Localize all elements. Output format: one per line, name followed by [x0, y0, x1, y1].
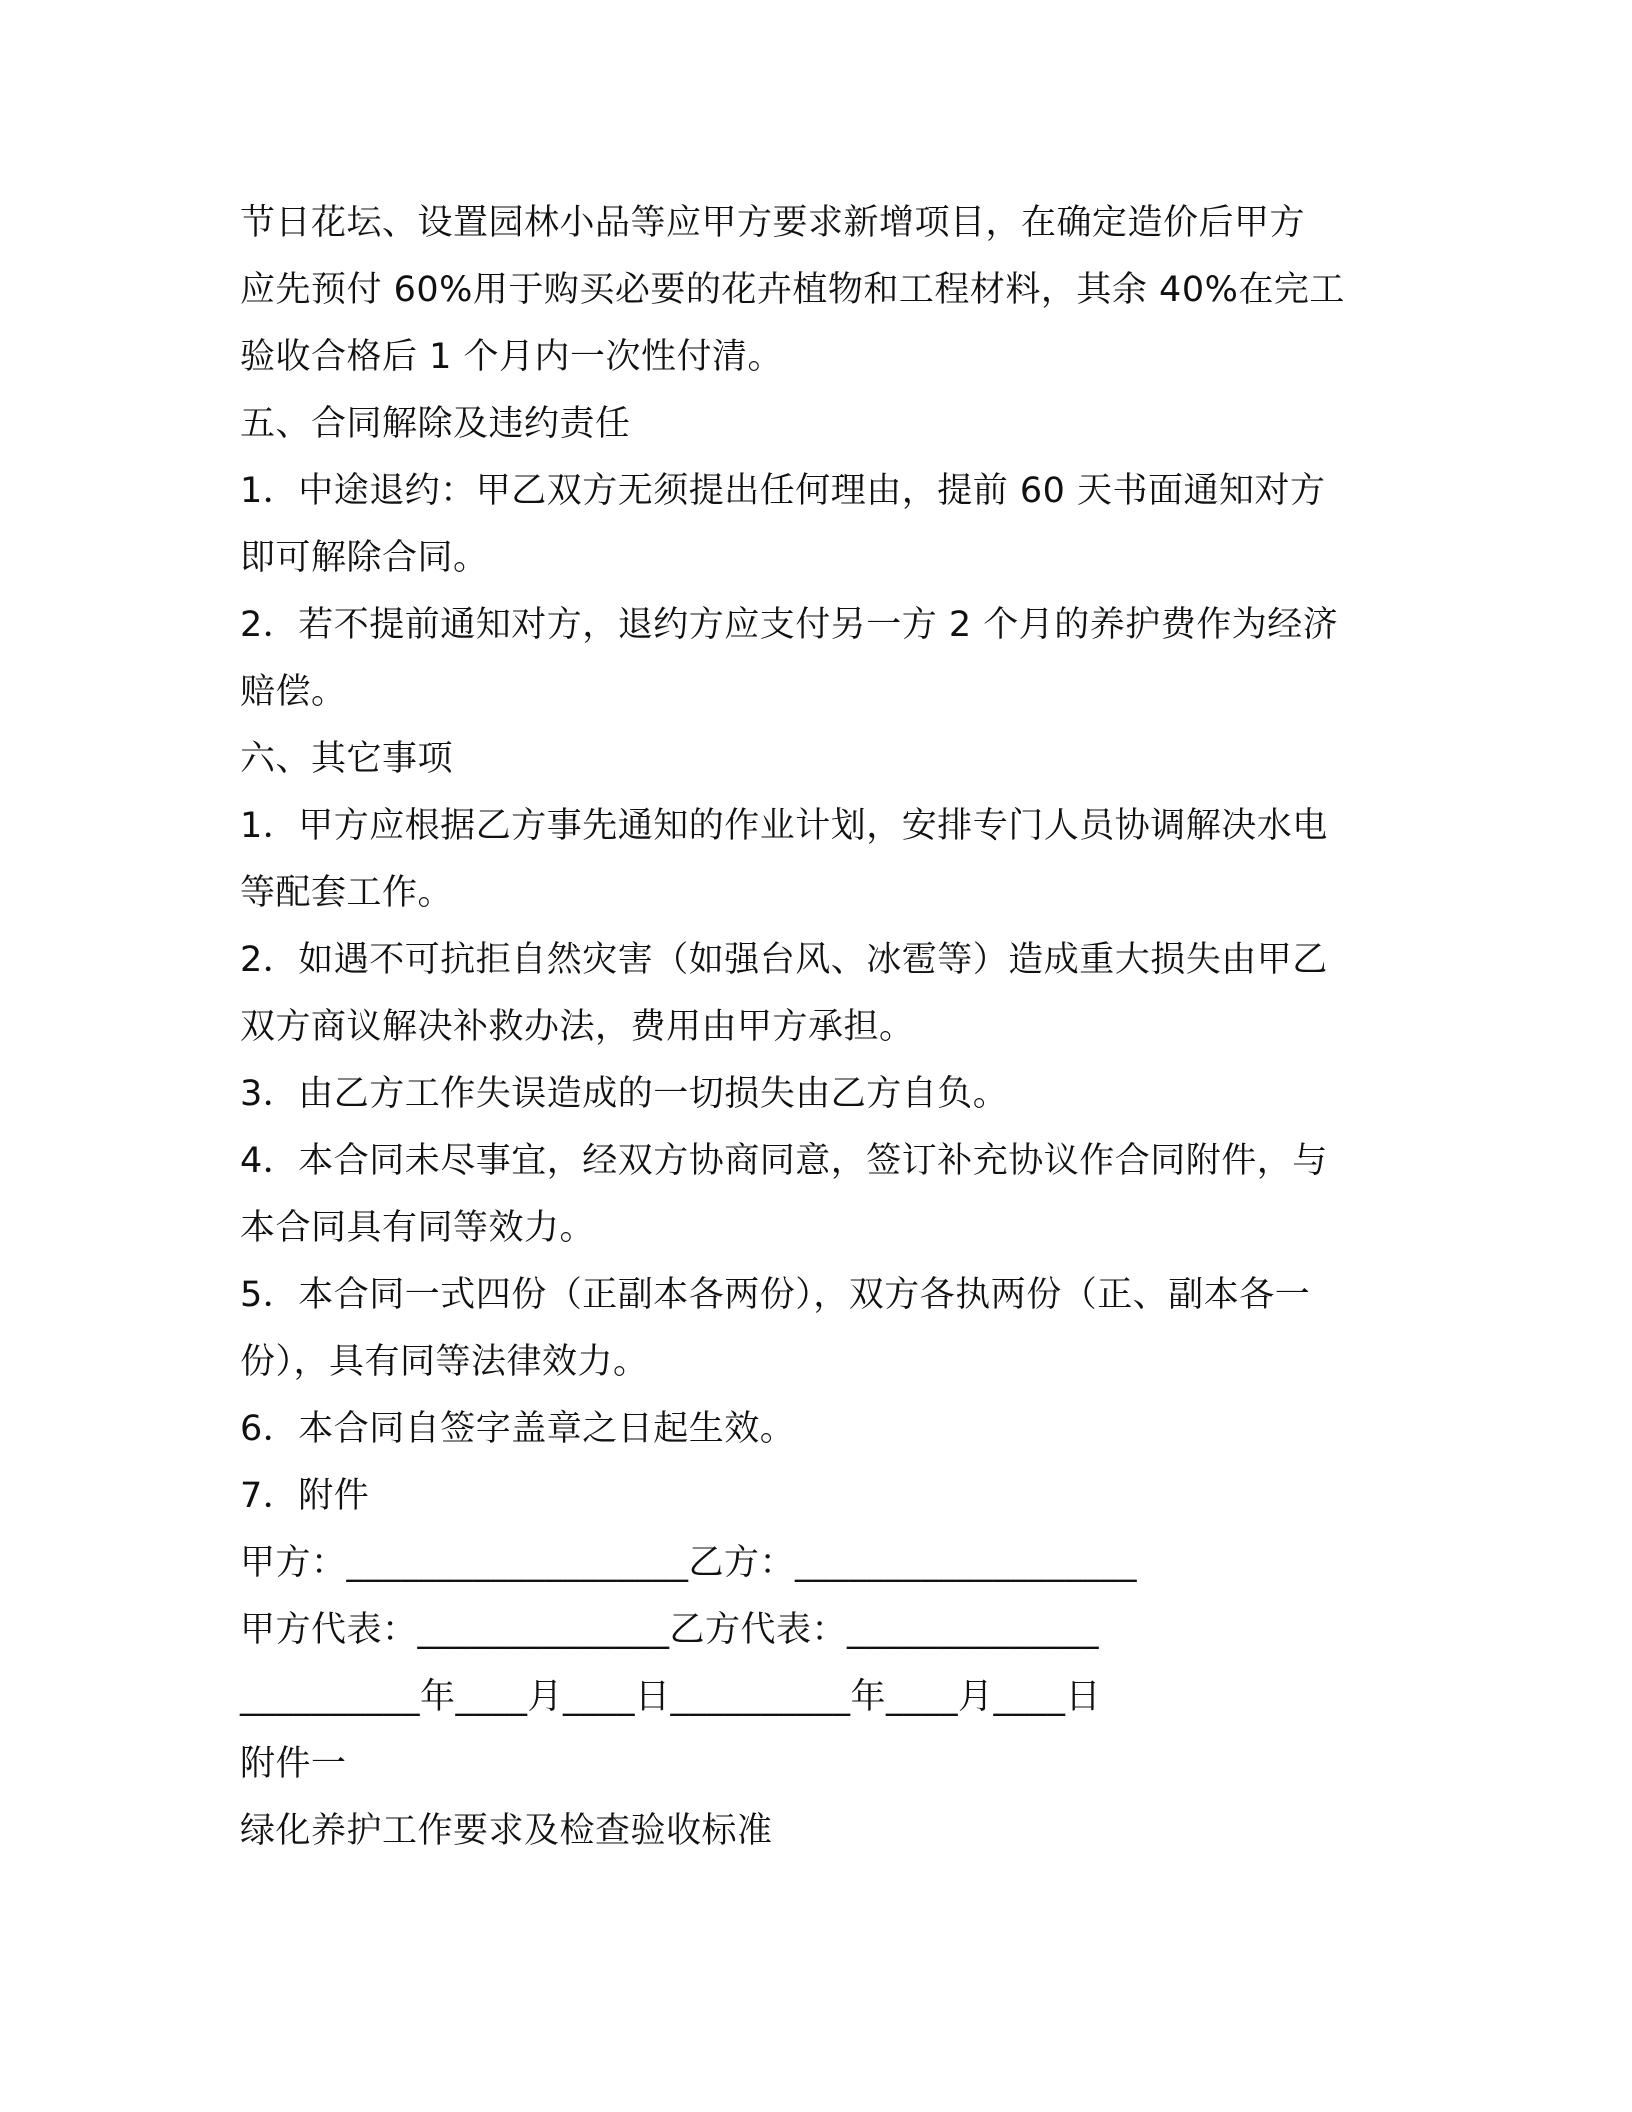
clause-line: 7．附件 [240, 1476, 370, 1516]
clause-line: 2．若不提前通知对方，退约方应支付另一方 2 个月的养护费作为经济 [240, 605, 1339, 645]
clause-line: 本合同具有同等效力。 [240, 1208, 596, 1248]
signature-representative-line: 甲方代表：______________乙方代表：______________ [240, 1610, 1100, 1650]
clause-line: 赔偿。 [240, 672, 347, 712]
clause-line: 1．甲方应根据乙方事先通知的作业计划，安排专门人员协调解决水电 [240, 806, 1328, 846]
clause-line: 4．本合同未尽事宜，经双方协商同意，签订补充协议作合同附件，与 [240, 1141, 1328, 1181]
appendix-title: 绿化养护工作要求及检查验收标准 [240, 1811, 773, 1851]
clause-line: 双方商议解决补救办法，费用由甲方承担。 [240, 1007, 915, 1047]
appendix-heading: 附件一 [240, 1744, 347, 1784]
clause-line: 6．本合同自签字盖章之日起生效。 [240, 1409, 796, 1449]
clause-line: 等配套工作。 [240, 873, 454, 913]
paragraph-line: 应先预付 60%用于购买必要的花卉植物和工程材料，其余 40%在完工 [240, 270, 1345, 310]
clause-line: 5．本合同一式四份（正副本各两份），双方各执两份（正、副本各一 [240, 1275, 1311, 1315]
clause-line: 即可解除合同。 [240, 538, 489, 578]
signature-party-line: 甲方：___________________乙方：___________________ [240, 1543, 1138, 1583]
clause-line: 份），具有同等法律效力。 [240, 1342, 649, 1382]
paragraph-line: 节日花坛、设置园林小品等应甲方要求新增项目，在确定造价后甲方 [240, 203, 1306, 243]
clause-line: 1．中途退约：甲乙双方无须提出任何理由，提前 60 天书面通知对方 [240, 471, 1326, 511]
paragraph-line: 验收合格后 1 个月内一次性付清。 [240, 337, 784, 377]
section-heading: 五、合同解除及违约责任 [240, 404, 631, 444]
document-body [240, 190, 1390, 1865]
clause-line: 3．由乙方工作失误造成的一切损失由乙方自负。 [240, 1074, 1009, 1114]
section-heading: 六、其它事项 [240, 739, 454, 779]
clause-line: 2．如遇不可抗拒自然灾害（如强台风、冰雹等）造成重大损失由甲乙 [240, 940, 1328, 980]
signature-date-line: __________年____月____日__________年____月____日 [240, 1677, 1102, 1717]
